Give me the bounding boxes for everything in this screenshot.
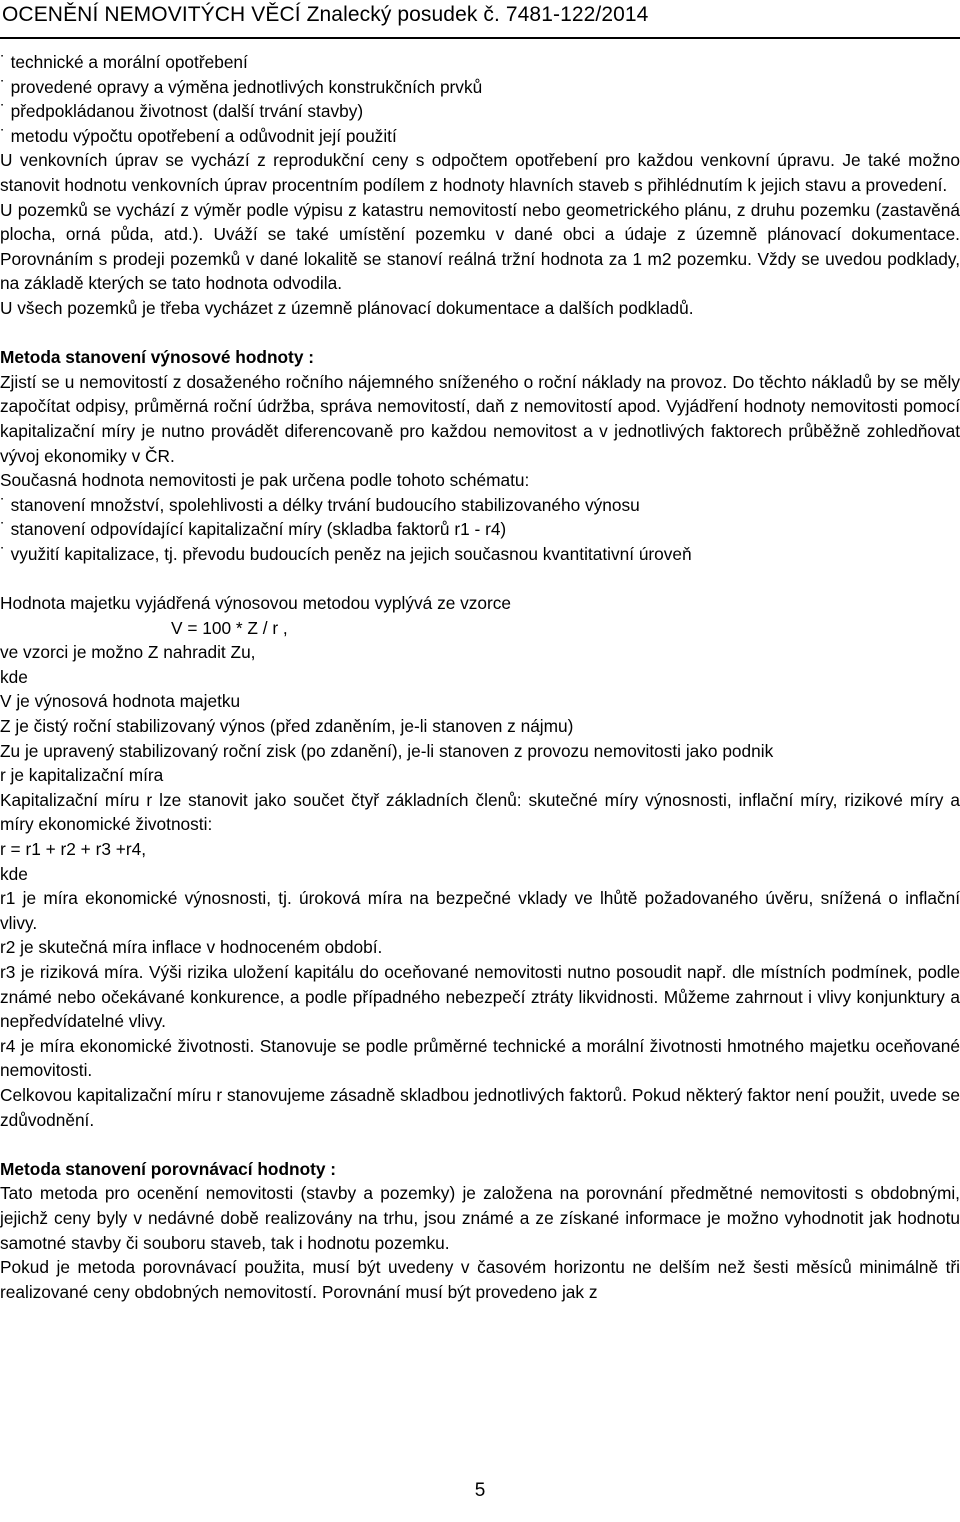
header-rule <box>0 37 960 39</box>
bullet-item: ˙ předpokládanou životnost (další trvání stavby) <box>0 99 960 124</box>
header-title: OCENĚNÍ NEMOVITÝCH VĚCÍ Znalecký posudek č. 7481-122/2014 <box>2 3 649 26</box>
definition-zu: Zu je upravený stabilizovaný roční zisk (po zdanění), je-li stanoven z provozu nemovitosti jako podnik <box>0 740 774 761</box>
paragraph-comparison-1: Tato metoda pro ocenění nemovitosti (stavby a pozemky) je založena na porovnání předmětné nemovitosti s obdobnými, jejichž ceny byly v nedávné době realizovány na trhu, jsou známé a ze získané informace je možno vyhodnotit jak hodnotu samotné stavby či souboru staveb, tak i hodnotu pozemku. <box>0 1183 960 1253</box>
paragraph-outdoor: U venkovních úprav se vychází z reprodukční ceny s odpočtem opotřebení pro každou venkovní úpravu. Je také možno stanovit hodnotu venkovních úprav procentním podílem z hodnoty hlavních staveb s přihlédnutím k jejich stavu a provedení. <box>0 150 960 195</box>
paragraph-land: U pozemků se vychází z výměr podle výpisu z katastru nemovitostí nebo geometrického plánu, z druhu pozemku (zastavěná plocha, orná půda, atd.). Uváží se také umístění pozemku v dané obci a údaje z územně plánovací dokumentace. Porovnáním s prodeji pozemků v dané lokalitě se stanoví reálná tržní hodnota za 1 m2 pozemku. Vždy se uvedou podklady, na základě kterých se tato hodnota odvodila. <box>0 199 960 294</box>
formula-intro: Hodnota majetku vyjádřená výnosovou metodou vyplývá ze vzorce <box>0 593 512 614</box>
paragraph-land-all: U všech pozemků je třeba vycházet z územně plánovací dokumentace a dalších podkladů. <box>0 297 694 318</box>
spacer <box>0 321 960 346</box>
definition-r4: r4 je míra ekonomické životnosti. Stanovuje se podle průměrné technické a morální životnosti hmotného majetku oceňované nemovitosti. <box>0 1035 960 1081</box>
bullet-item: ˙ technické a morální opotřebení <box>0 50 960 75</box>
r-formula: r = r1 + r2 + r3 +r4, <box>0 839 146 859</box>
bullet-item: ˙ využití kapitalizace, tj. převodu budoucích peněz na jejich současnou kvantitativní úroveň <box>0 542 960 567</box>
definition-r1: r1 je míra ekonomické výnosnosti, tj. úroková míra na bezpečné vklady ve lhůtě požadovaného úvěru, snížená o inflační vlivy. <box>0 888 960 933</box>
page-number: 5 <box>474 1480 486 1501</box>
where-label: kde <box>0 863 28 884</box>
document-body <box>0 50 960 1304</box>
paragraph-total-rate: Celkovou kapitalizační míru r stanovujeme zásadně skladbou jednotlivých faktorů. Pokud některý faktor není použit, uvede se zdůvodnění. <box>0 1084 960 1130</box>
definition-r2: r2 je skutečná míra inflace v hodnoceném období. <box>0 937 383 958</box>
definition-r3: r3 je riziková míra. Výši rizika uložení kapitálu do oceňované nemovitosti nutno posoudit např. dle místních podmínek, podle známé nebo očekávané konkurence, a podle případného nebezpečí ztráty likvidnosti. Můžeme zahrnout i vlivy konjunktury a nepředvídatelné vlivy. <box>0 961 960 1032</box>
formula-value: V = 100 * Z / r , <box>171 617 288 638</box>
page-header <box>0 0 960 40</box>
bullet-item: ˙ stanovení množství, spolehlivosti a délky trvání budoucího stabilizovaného výnosu <box>0 493 960 518</box>
formula-note: ve vzorci je možno Z nahradit Zu, <box>0 642 256 663</box>
paragraph-yield-intro: Zjistí se u nemovitostí z dosaženého ročního nájemného sníženého o roční náklady na provoz. Do těchto nákladů by se měly započítat odpisy, průměrná roční údržba, správa nemovitostí, daň z nemovitostí apod. Vyjádření hodnoty nemovitosti pomocí kapitalizační míry je nutno provádět diferencovaně pro každou nemovitost a v jednotlivých faktorech průběžně zohledňovat vývoj ekonomiky v ČR. <box>0 371 960 466</box>
definition-v: V je výnosová hodnota majetku <box>0 691 241 712</box>
section-heading-yield: Metoda stanovení výnosové hodnoty : <box>0 347 314 368</box>
bullet-item: ˙ metodu výpočtu opotřebení a odůvodnit její použití <box>0 124 960 149</box>
definition-r: r je kapitalizační míra <box>0 765 164 786</box>
definition-z: Z je čistý roční stabilizovaný výnos (před zdaněním, je-li stanoven z nájmu) <box>0 716 574 737</box>
paragraph-comparison-2: Pokud je metoda porovnávací použita, musí být uvedeny v časovém horizontu ne delším než šesti měsíců minimálně tři realizované ceny obdobných nemovitostí. Porovnání musí být provedeno jak z <box>0 1257 960 1302</box>
bullet-item: ˙ stanovení odpovídající kapitalizační míry (skladba faktorů r1 - r4) <box>0 517 960 542</box>
paragraph-scheme-intro: Současná hodnota nemovitosti je pak určena podle tohoto schématu: <box>0 470 530 491</box>
bullet-item: ˙ provedené opravy a výměna jednotlivých konstrukčních prvků <box>0 75 960 100</box>
section-heading-comparison: Metoda stanovení porovnávací hodnoty : <box>0 1158 337 1179</box>
paragraph-cap-rate: Kapitalizační míru r lze stanovit jako součet čtyř základních členů: skutečné míry výnosnosti, inflační míry, rizikové míry a míry ekonomické životnosti: <box>0 789 960 835</box>
spacer <box>0 566 960 591</box>
where-label: kde <box>0 666 28 687</box>
spacer <box>0 1132 960 1157</box>
